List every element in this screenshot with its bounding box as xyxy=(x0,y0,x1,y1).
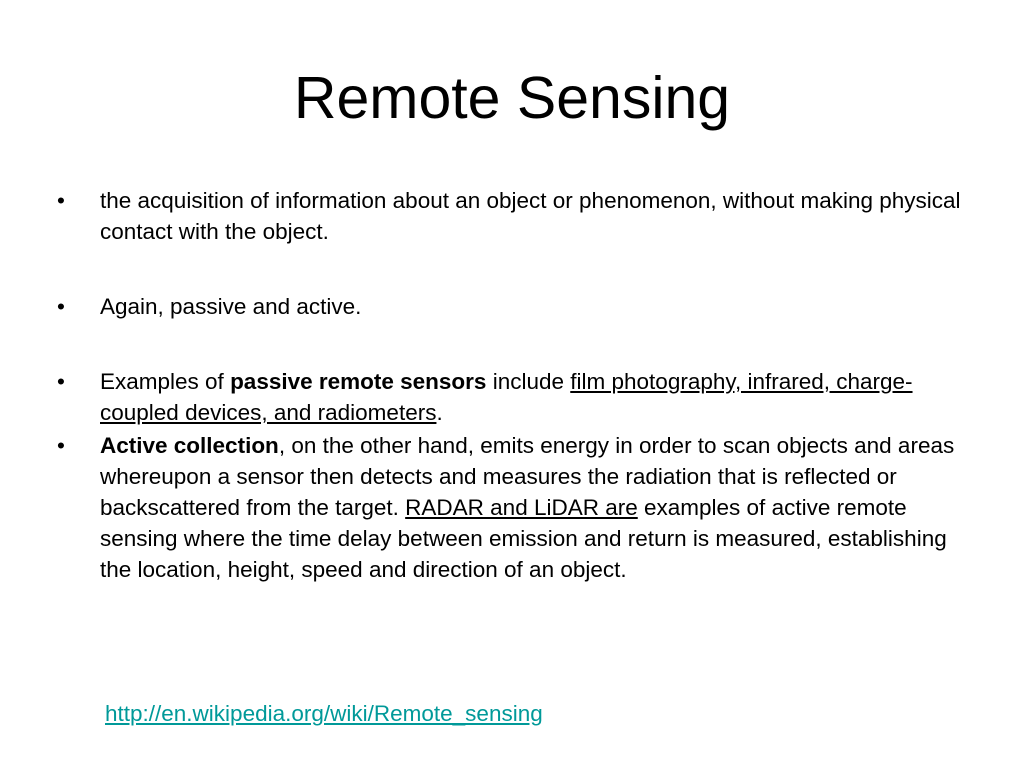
bullet-item-definition xyxy=(57,185,967,247)
bullet-marker: • xyxy=(57,433,65,458)
bullet-text-prefix: Examples of xyxy=(100,369,231,394)
bullet-list xyxy=(57,185,967,585)
slide-title: Remote Sensing xyxy=(293,65,731,131)
bullet-text: the acquisition of information about an object or phenomenon, without making physical contact with the object. xyxy=(100,188,961,244)
bullet-text-suffix: . xyxy=(436,400,443,425)
passive-sensors-link[interactable]: film photography, infrared, charge-coupled devices, and radiometers xyxy=(100,369,913,425)
bullet-marker: • xyxy=(57,188,65,213)
bullet-text: Again, passive and active. xyxy=(100,294,362,319)
bullet-bold-term: passive remote sensors xyxy=(230,369,487,394)
bullet-marker: • xyxy=(57,369,65,394)
bullet-bold-term: Active collection xyxy=(100,433,279,458)
source-link[interactable]: http://en.wikipedia.org/wiki/Remote_sensing xyxy=(105,701,543,726)
bullet-item-passive-active xyxy=(57,291,967,322)
bullet-text-after-link: examples of active remote sensing where the time delay between emission and return is measured, establishing the location, height, speed and direction of an object. xyxy=(100,495,947,582)
bullet-text-before-link: , on the other hand, emits energy in order to scan objects and areas whereupon a sensor then detects and measures the radiation that is reflected or backscattered from the target. xyxy=(100,433,955,520)
bullet-text-middle: include xyxy=(486,369,571,394)
bullet-item-active-collection xyxy=(57,430,967,585)
bullet-marker: • xyxy=(57,294,65,319)
radar-lidar-link[interactable]: RADAR and LiDAR are xyxy=(405,495,638,520)
bullet-item-passive-sensors xyxy=(57,366,967,428)
